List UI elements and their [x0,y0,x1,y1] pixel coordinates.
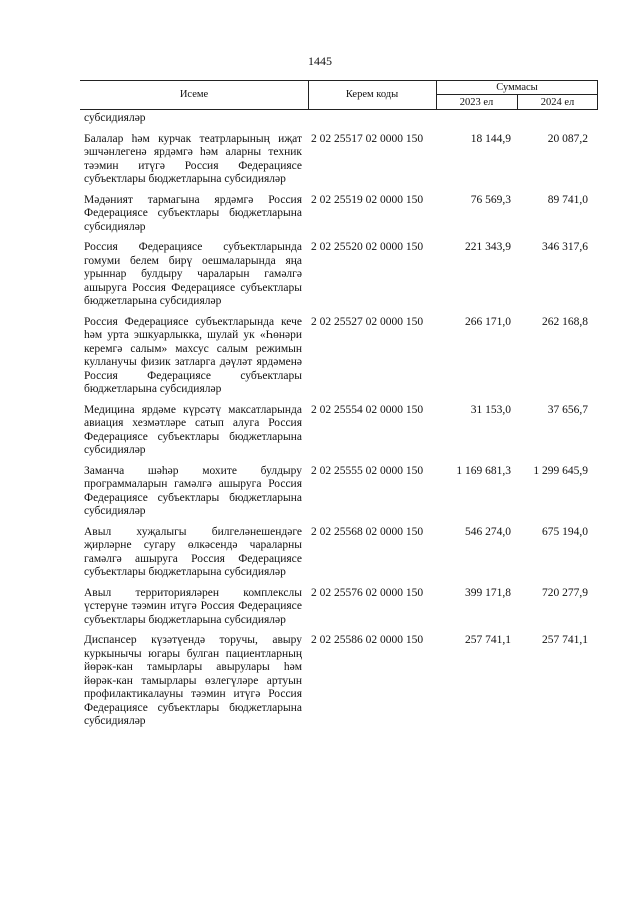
row-name: Балалар һәм курчак театрларының иҗат эшчәнлегенә ярдәмгә һәм аларны техник тәэмин итүгә Россия Федерациясе субъектлары бюджетларына субсидияләр [84,132,302,185]
table-row [84,526,598,580]
row-value-2023: 266 171,0 [465,315,511,328]
row-name: Мәдәният тармагына ярдәмгә Россия Федерациясе субъектлары бюджетларына субсидияләр [84,193,302,233]
row-value-2023: 1 169 681,3 [456,464,511,477]
row-code: 2 02 25517 02 0000 150 [311,132,424,145]
table-row [84,465,598,519]
row-value-2024: 346 317,6 [542,241,588,253]
row-value-2023: 31 153,0 [470,403,511,416]
row-value-2023: 399 171,8 [465,586,511,599]
row-value-2023: 18 144,9 [470,132,511,145]
row-name: Россия Федерациясе субъектларында гомуми белем бирү оешмаларында яңа урыннар булдыру чараларын гамәлгә ашыруга Россия Федерациясе субъектлары бюджетларына субсидияләр [84,241,302,307]
row-value-2024: 720 277,9 [542,586,588,599]
table-body [84,112,598,729]
row-value-2024: 257 741,1 [542,634,588,646]
row-code: 2 02 25527 02 0000 150 [311,315,424,328]
row-code: 2 02 25586 02 0000 150 [311,634,424,646]
header-code: Керем коды [345,89,399,100]
table-row [84,316,598,397]
table-header [80,80,598,110]
table-row [84,404,598,458]
header-sums: Суммасы [496,82,538,93]
continuation-text: субсидияләр [84,112,146,124]
row-value-2023: 76 569,3 [470,193,511,206]
row-value-2024: 262 168,8 [542,315,588,328]
header-year-2024: 2024 ел [540,97,575,108]
row-code: 2 02 25576 02 0000 150 [311,586,424,599]
row-name: Диспансер күзәтүендә торучы, авыру куркынычы югары булган пациентларның йөрәк-кан тамырлары авырулары һәм йөрәк-кан тамырлары өзлегүләре артуын профилактикалауны тәэмин итүгә Россия Федерациясе субъектлары бюджетларына субсидияләр [84,634,302,727]
row-code: 2 02 25568 02 0000 150 [311,525,424,538]
header-name: Исеме [179,89,209,100]
page-number: 1445 [308,54,332,68]
row-code: 2 02 25554 02 0000 150 [311,403,424,416]
row-name: Авыл территорияләрен комплекслы үстерүне тәэмин итүгә Россия Федерациясе субъектлары бюджетларына субсидияләр [84,586,302,626]
row-value-2024: 89 741,0 [547,193,588,206]
table-row [84,133,598,187]
row-value-2023: 221 343,9 [465,241,511,253]
row-name: Заманча шәһәр мохите булдыру программаларын гамәлгә ашыруга Россия Федерациясе субъектлары бюджетларына субсидияләр [84,464,302,517]
row-value-2024: 37 656,7 [547,403,588,416]
row-value-2024: 1 299 645,9 [533,464,588,477]
row-value-2024: 675 194,0 [542,525,588,538]
row-name: Медицина ярдәме күрсәтү максатларында авиация хезмәтләре сатып алуга Россия Федерациясе субъектлары бюджетларына субсидияләр [84,403,302,456]
table-row [84,194,598,235]
row-value-2023: 257 741,1 [465,634,511,646]
table-row [84,587,598,628]
row-code: 2 02 25555 02 0000 150 [311,464,424,477]
row-value-2024: 20 087,2 [547,132,588,145]
row-code: 2 02 25519 02 0000 150 [311,193,424,206]
row-code: 2 02 25520 02 0000 150 [311,241,424,253]
header-year-2023: 2023 ел [459,97,494,108]
row-value-2023: 546 274,0 [465,525,511,538]
row-name: Россия Федерациясе субъектларында кече һәм урта эшкуарлыкка, шулай ук «Һөнәри керемгә салым» махсус салым режимын кулланучы физик затларга дәүләт ярдәменә Россия Федерациясе субъектлары бюджетларына субсидияләр [84,315,302,395]
row-name: Авыл хуҗалыгы билгеләнешендәге җирләрне сугару өлкәсендә чараларны гамәлгә ашыруга Россия Федерациясе субъектлары бюджетларына субсидияләр [84,525,302,578]
table-row [84,241,598,309]
table-row [84,634,598,729]
